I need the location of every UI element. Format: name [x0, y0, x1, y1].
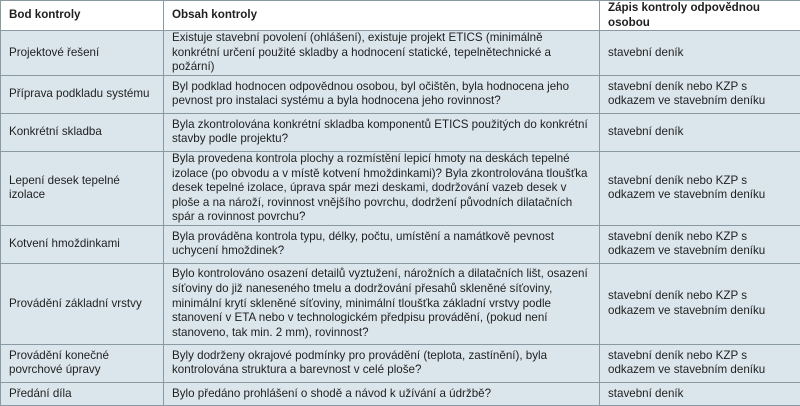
table-row [1, 113, 800, 151]
cell-content: Bylo předáno prohlášení o shodě a návod k užívání a údržbě? [164, 382, 600, 405]
table-row [1, 75, 800, 113]
cell-point: Kotvení hmoždinkami [1, 225, 164, 263]
cell-record: stavební deník [600, 31, 800, 76]
table-row [1, 31, 800, 76]
cell-point: Lepení desek tepelné izolace [1, 151, 164, 225]
table-row [1, 382, 800, 405]
cell-point: Předání díla [1, 382, 164, 405]
cell-content: Bylo kontrolováno osazení detailů vyztužení, nárožních a dilatačních lišt, osazení síťoviny do již naneseného tmelu a dodržování přesahů skleněné síťoviny, minimální krytí skleněné síťoviny, minimální tloušťka základní vrstvy podle stanovení v ETA nebo v technologickém předpisu provádění, (pokud není stanoveno, tak min. 2 mm), rovinnost? [164, 263, 600, 344]
header-row [1, 1, 800, 31]
cell-record: stavební deník nebo KZP s odkazem ve stavebním deníku [600, 151, 800, 225]
cell-record: stavební deník nebo KZP s odkazem ve stavebním deníku [600, 344, 800, 382]
header-content: Obsah kontroly [164, 1, 600, 31]
header-record: Zápis kontroly odpovědnou osobou [600, 1, 800, 31]
cell-record: stavební deník [600, 382, 800, 405]
table-row [1, 344, 800, 382]
cell-content: Byla provedena kontrola plochy a rozmístění lepicí hmoty na deskách tepelné izolace (po obvodu a v místě kotvení hmoždinkami)? Byla zkontrolována tloušťka desek tepelné izolace, úprava spár mezi deskami, dodržování vazeb desek v ploše a na nároží, rovinnost vnějšího povrchu, dodržení původních dilatačních spár a rovinnost povrchu? [164, 151, 600, 225]
cell-content: Existuje stavební povolení (ohlášení), existuje projekt ETICS (minimálně konkrétní určení použité skladby a hodnocení statické, tepelnětechnické a požární) [164, 31, 600, 76]
cell-record: stavební deník nebo KZP s odkazem ve stavebním deníku [600, 75, 800, 113]
cell-content: Byl podklad hodnocen odpovědnou osobou, byl očištěn, byla hodnocena jeho pevnost pro instalaci systému a byla hodnocena jeho rovinnost? [164, 75, 600, 113]
cell-content: Byla prováděna kontrola typu, délky, počtu, umístění a namátkově pevnost uchycení hmoždinek? [164, 225, 600, 263]
table-row [1, 263, 800, 344]
table-row [1, 151, 800, 225]
table-header [1, 1, 800, 31]
cell-record: stavební deník nebo KZP s odkazem ve stavebním deníku [600, 263, 800, 344]
cell-record: stavební deník nebo KZP s odkazem ve stavebním deníku [600, 225, 800, 263]
table-body [1, 31, 800, 406]
table-row [1, 225, 800, 263]
cell-point: Projektové řešení [1, 31, 164, 76]
cell-point: Provádění základní vrstvy [1, 263, 164, 344]
cell-point: Konkrétní skladba [1, 113, 164, 151]
cell-content: Byly dodrženy okrajové podmínky pro provádění (teplota, zastínění), byla kontrolována struktura a barevnost v celé ploše? [164, 344, 600, 382]
cell-content: Byla zkontrolována konkrétní skladba komponentů ETICS použitých do konkrétní stavby podle projektu? [164, 113, 600, 151]
cell-point: Provádění konečné povrchové úpravy [1, 344, 164, 382]
cell-point: Příprava podkladu systému [1, 75, 164, 113]
header-point: Bod kontroly [1, 1, 164, 31]
cell-record: stavební deník [600, 113, 800, 151]
